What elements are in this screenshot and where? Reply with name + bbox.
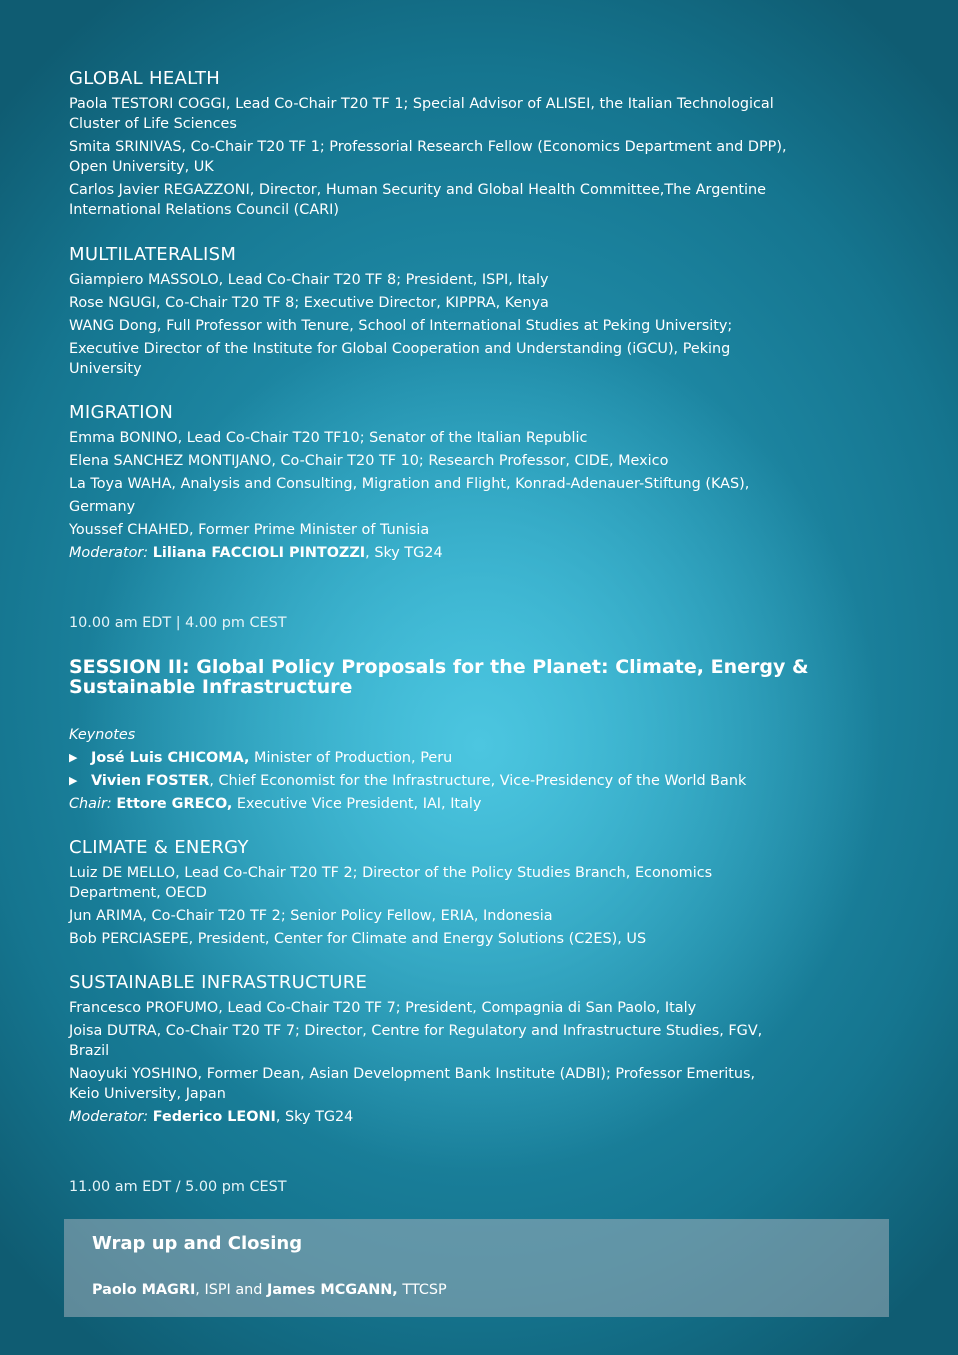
list-item: Germany (69, 499, 136, 515)
list-item: Keio University, Japan (69, 1086, 226, 1102)
list-item: Emma BONINO, Lead Co-Chair T20 TF10; Senator of the Italian Republic (69, 430, 588, 446)
closing-speakers: Paolo MAGRI, ISPI and James MCGANN, TTCSP (92, 1282, 447, 1298)
moderator-label: Moderator: (69, 545, 149, 561)
moderator-label: Moderator: (69, 1109, 149, 1125)
list-item: WANG Dong, Full Professor with Tenure, School of International Studies at Peking University; (69, 318, 733, 334)
session-time: 10.00 am EDT | 4.00 pm CEST (69, 615, 287, 631)
list-item: Open University, UK (69, 159, 214, 175)
list-item: Luiz DE MELLO, Lead Co-Chair T20 TF 2; Director of the Policy Studies Branch, Economics (69, 865, 713, 881)
list-item: Naoyuki YOSHINO, Former Dean, Asian Development Bank Institute (ADBI); Professor Emeritus, (69, 1066, 756, 1082)
moderator-name: Federico LEONI (152, 1109, 276, 1125)
list-item: International Relations Council (CARI) (69, 202, 340, 218)
multilateralism-list (69, 270, 899, 379)
list-item: Paola TESTORI COGGI, Lead Co-Chair T20 TF 1; Special Advisor of ALISEI, the Italian Technological (69, 96, 774, 112)
triangle-bullet-icon: ▶ (69, 751, 78, 764)
list-item: Department, OECD (69, 885, 207, 901)
list-item: La Toya WAHA, Analysis and Consulting, Migration and Flight, Konrad-Adenauer-Stiftung (KAS), (69, 476, 750, 492)
list-item: Rose NGUGI, Co-Chair T20 TF 8; Executive Director, KIPPRA, Kenya (69, 295, 549, 311)
list-item: Brazil (69, 1043, 110, 1059)
moderator-line (69, 1107, 899, 1127)
session-title: SESSION II: Global Policy Proposals for the Planet: Climate, Energy & Sustainable Infrastructure (69, 656, 809, 698)
triangle-bullet-icon: ▶ (69, 774, 78, 787)
moderator-org: , Sky TG24 (365, 545, 443, 561)
section-title-climate-energy: CLIMATE & ENERGY (69, 837, 249, 858)
section-title-global-health: GLOBAL HEALTH (69, 68, 221, 89)
section-title-sustainable-infrastructure: SUSTAINABLE INFRASTRUCTURE (69, 972, 368, 993)
list-item: Carlos Javier REGAZZONI, Director, Human Security and Global Health Committee,The Argentine (69, 182, 766, 198)
keynotes-block (69, 725, 899, 814)
session-time: 11.00 am EDT / 5.00 pm CEST (69, 1179, 287, 1195)
list-item: Cluster of Life Sciences (69, 116, 237, 132)
sustainable-infrastructure-list (69, 998, 899, 1127)
list-item: Smita SRINIVAS, Co-Chair T20 TF 1; Professorial Research Fellow (Economics Department and DPP), (69, 139, 787, 155)
closing-title: Wrap up and Closing (92, 1233, 303, 1254)
moderator-org: , Sky TG24 (275, 1109, 354, 1125)
keynotes-label: Keynotes (69, 727, 136, 743)
list-item: Jun ARIMA, Co-Chair T20 TF 2; Senior Policy Fellow, ERIA, Indonesia (69, 908, 553, 924)
climate-energy-list (69, 863, 899, 949)
chair-line: Chair: Ettore GRECO, Executive Vice President, IAI, Italy (69, 796, 482, 812)
list-item: Francesco PROFUMO, Lead Co-Chair T20 TF 7; President, Compagnia di San Paolo, Italy (69, 1000, 697, 1016)
keynote-item: ▶ Vivien FOSTER, Chief Economist for the Infrastructure, Vice-Presidency of the World Bank (69, 773, 747, 789)
section-title-migration: MIGRATION (69, 402, 174, 423)
global-health-list (69, 94, 899, 220)
list-item: University (69, 361, 142, 377)
moderator-name: Liliana FACCIOLI PINTOZZI (152, 545, 366, 561)
migration-list (69, 428, 899, 563)
list-item: Giampiero MASSOLO, Lead Co-Chair T20 TF 8; President, ISPI, Italy (69, 272, 549, 288)
agenda-content (69, 68, 899, 1197)
closing-box (64, 1219, 889, 1317)
list-item: Executive Director of the Institute for Global Cooperation and Understanding (iGCU), Peking (69, 341, 731, 357)
keynote-item: ▶ José Luis CHICOMA, Minister of Production, Peru (69, 750, 453, 766)
section-title-multilateralism: MULTILATERALISM (69, 244, 237, 265)
list-item: Bob PERCIASEPE, President, Center for Climate and Energy Solutions (C2ES), US (69, 931, 647, 947)
moderator-line (69, 543, 899, 563)
list-item: Youssef CHAHED, Former Prime Minister of Tunisia (69, 522, 430, 538)
list-item: Elena SANCHEZ MONTIJANO, Co-Chair T20 TF 10; Research Professor, CIDE, Mexico (69, 453, 669, 469)
list-item: Joisa DUTRA, Co-Chair T20 TF 7; Director, Centre for Regulatory and Infrastructure Studies, FGV, (69, 1023, 763, 1039)
